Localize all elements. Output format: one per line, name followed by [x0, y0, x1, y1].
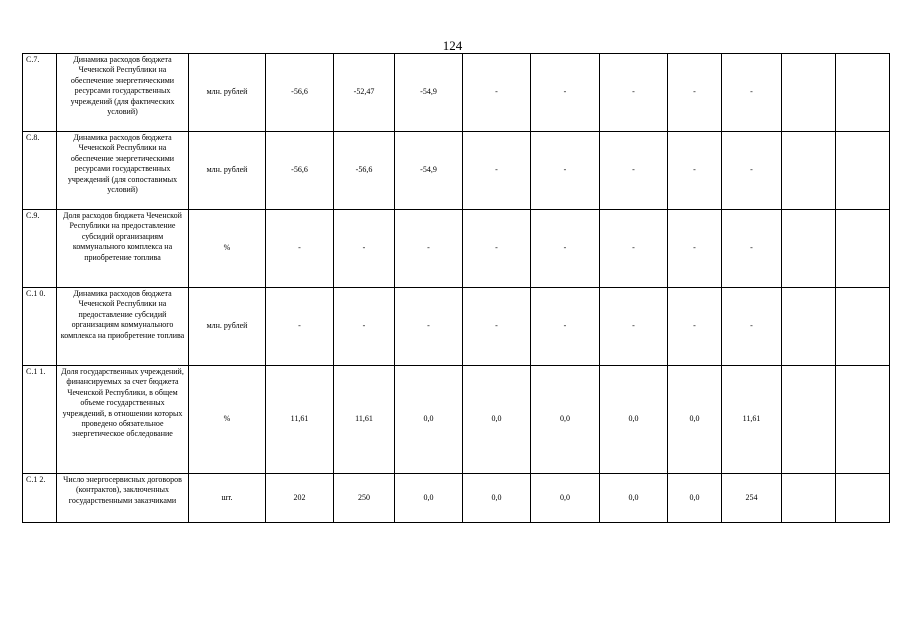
value-cell: 0,0: [668, 474, 722, 523]
indicator-code: С.7.: [23, 54, 57, 132]
table-row: [23, 54, 890, 132]
value-cell: -: [463, 132, 531, 210]
value-cell: -: [531, 54, 600, 132]
value-cell: -: [395, 288, 463, 366]
value-cell: [836, 288, 890, 366]
value-cell: 0,0: [600, 366, 668, 474]
value-cell: -: [266, 288, 334, 366]
table-row: [23, 288, 890, 366]
value-cell: -: [668, 288, 722, 366]
value-cell: -: [531, 210, 600, 288]
value-cell: -: [722, 54, 782, 132]
value-cell: -: [600, 54, 668, 132]
value-cell: -56,6: [334, 132, 395, 210]
value-cell: -54,9: [395, 132, 463, 210]
value-cell: -: [531, 288, 600, 366]
value-cell: -54,9: [395, 54, 463, 132]
value-cell: -: [600, 210, 668, 288]
value-cell: 0,0: [600, 474, 668, 523]
indicator-unit: %: [189, 366, 266, 474]
value-cell: [836, 366, 890, 474]
value-cell: [782, 366, 836, 474]
value-cell: 11,61: [334, 366, 395, 474]
value-cell: 0,0: [395, 474, 463, 523]
table-row: [23, 210, 890, 288]
value-cell: [782, 210, 836, 288]
indicator-name: Динамика расходов бюджета Чеченской Республики на обеспечение энергетическими ресурсами государственных учреждений (для фактических условий): [57, 54, 189, 132]
table-row: [23, 132, 890, 210]
indicator-name: Динамика расходов бюджета Чеченской Республики на предоставление субсидий организациям коммунального комплекса на приобретение топлива: [57, 288, 189, 366]
indicator-code: С.1 2.: [23, 474, 57, 523]
value-cell: -: [531, 132, 600, 210]
value-cell: -: [668, 132, 722, 210]
indicator-unit: млн. рублей: [189, 54, 266, 132]
value-cell: -: [395, 210, 463, 288]
indicator-unit: %: [189, 210, 266, 288]
value-cell: -56,6: [266, 54, 334, 132]
indicator-unit: млн. рублей: [189, 288, 266, 366]
value-cell: -: [722, 132, 782, 210]
value-cell: 202: [266, 474, 334, 523]
value-cell: -: [668, 210, 722, 288]
value-cell: [836, 54, 890, 132]
value-cell: [836, 210, 890, 288]
indicator-name: Динамика расходов бюджета Чеченской Республики на обеспечение энергетическими ресурсами государственных учреждений (для сопоставимых условий): [57, 132, 189, 210]
table-row: [23, 474, 890, 523]
value-cell: -: [600, 288, 668, 366]
value-cell: -: [334, 288, 395, 366]
indicator-code: С.1 1.: [23, 366, 57, 474]
value-cell: -: [668, 54, 722, 132]
indicator-code: С.1 0.: [23, 288, 57, 366]
value-cell: 0,0: [668, 366, 722, 474]
value-cell: 0,0: [395, 366, 463, 474]
value-cell: 11,61: [266, 366, 334, 474]
value-cell: -56,6: [266, 132, 334, 210]
table-row: [23, 366, 890, 474]
indicator-name: Доля расходов бюджета Чеченской Республики на предоставление субсидий организациям коммунального комплекса на приобретение топлива: [57, 210, 189, 288]
value-cell: -: [463, 54, 531, 132]
value-cell: [836, 132, 890, 210]
page-number: 124: [442, 38, 463, 53]
value-cell: -: [463, 210, 531, 288]
value-cell: [782, 474, 836, 523]
value-cell: 0,0: [531, 474, 600, 523]
value-cell: 0,0: [463, 474, 531, 523]
value-cell: [782, 132, 836, 210]
value-cell: 11,61: [722, 366, 782, 474]
value-cell: -: [722, 288, 782, 366]
value-cell: -: [722, 210, 782, 288]
value-cell: 0,0: [463, 366, 531, 474]
indicators-table: [22, 53, 890, 523]
value-cell: -: [334, 210, 395, 288]
value-cell: 0,0: [531, 366, 600, 474]
value-cell: -: [600, 132, 668, 210]
value-cell: [782, 54, 836, 132]
value-cell: -: [266, 210, 334, 288]
value-cell: -52,47: [334, 54, 395, 132]
value-cell: 254: [722, 474, 782, 523]
indicator-code: С.9.: [23, 210, 57, 288]
value-cell: [836, 474, 890, 523]
indicator-unit: шт.: [189, 474, 266, 523]
value-cell: 250: [334, 474, 395, 523]
indicator-unit: млн. рублей: [189, 132, 266, 210]
indicator-name: Число энергосервисных договоров (контрактов), заключенных государственными заказчиками: [57, 474, 189, 523]
value-cell: -: [463, 288, 531, 366]
indicator-name: Доля государственных учреждений, финансируемых за счет бюджета Чеченской Республики, в общем объеме государственных учреждений, в отношении которых проведено обязательное энергетическое обследование: [57, 366, 189, 474]
value-cell: [782, 288, 836, 366]
indicator-code: С.8.: [23, 132, 57, 210]
